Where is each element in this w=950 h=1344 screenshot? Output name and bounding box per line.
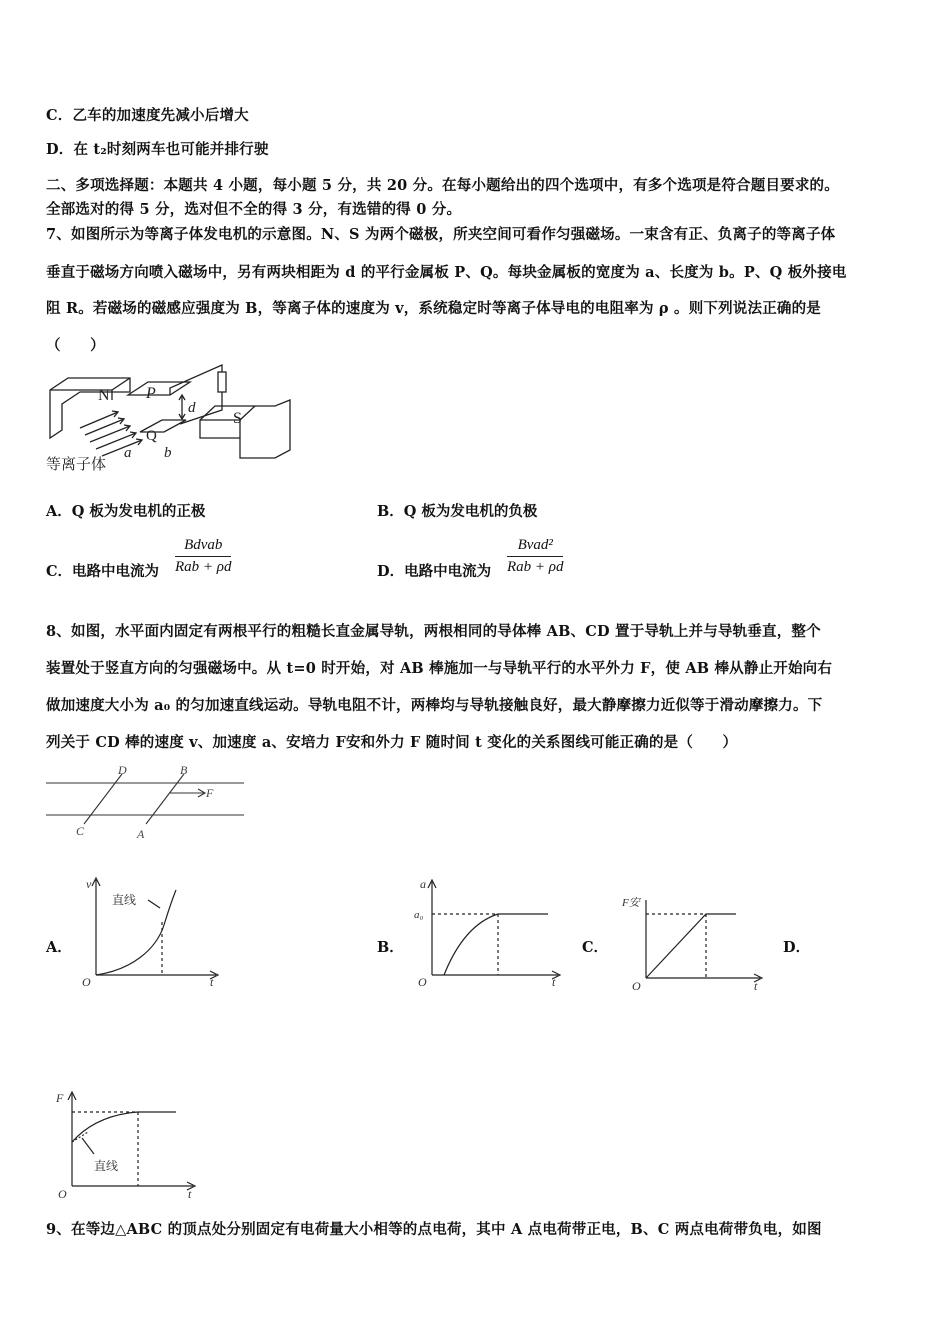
- q8-rails-figure: [44, 762, 249, 842]
- q7-stem-line3: 阻 R。若磁场的磁感应强度为 B，等离子体的速度为 v，系统稳定时等离子体导电的电阻率为 ρ 。则下列说法正确的是: [46, 300, 822, 317]
- q7-option-d-fraction: [507, 537, 563, 576]
- q8-graph-a: [76, 870, 226, 990]
- q8-graph-a-x-label: t: [210, 975, 214, 989]
- prev-option-c: C．乙车的加速度先减小后增大: [46, 107, 249, 124]
- q7-option-c-denominator: Rab + ρd: [175, 559, 232, 575]
- q7-stem-line1: 7、如图所示为等离子体发电机的示意图。N、S 为两个磁极，所夹空间可看作匀强磁场。一束含有正、负离子的等离子体: [46, 226, 836, 243]
- q7-label-plasma: 等离子体: [46, 457, 107, 473]
- q7-option-c-numerator: Bdvab: [175, 537, 231, 557]
- q8-graph-a-origin: O: [82, 975, 91, 989]
- q8-graph-b-x-label: t: [552, 975, 556, 989]
- q7-label-b: b: [164, 445, 172, 461]
- q8-label-a: A: [137, 827, 145, 841]
- q8-graph-a-y-label: v: [86, 877, 92, 891]
- q8-option-c-label: C．: [582, 939, 609, 956]
- q8-graph-b-y-label: a: [420, 877, 426, 891]
- q8-stem-line3: 做加速度大小为 a₀ 的匀加速直线运动。导轨电阻不计，两棒均与导轨接触良好，最大静摩擦力近似等于滑动摩擦力。下: [46, 697, 823, 714]
- q7-label-n: N: [98, 387, 110, 404]
- prev-option-d: D．在 t₂时刻两车也可能并排行驶: [46, 141, 269, 158]
- q7-label-p: P: [146, 385, 156, 402]
- q8-option-a-label: A．: [46, 939, 72, 956]
- q8-graph-d-note: 直线: [94, 1159, 119, 1173]
- section-header-line1: 二、多项选择题：本题共 4 小题，每小题 5 分，共 20 分。在每小题给出的四个选项中，有多个选项是符合题目要求的。: [46, 177, 839, 194]
- q8-label-c: C: [76, 824, 85, 838]
- q7-label-d: d: [188, 400, 196, 416]
- q7-option-a: A．Q 板为发电机的正极: [46, 503, 206, 520]
- q8-graph-d-x-label: t: [188, 1187, 192, 1201]
- section-header-line2: 全部选对的得 5 分，选对但不全的得 3 分，有选错的得 0 分。: [46, 201, 462, 218]
- q8-graph-b: [408, 870, 568, 990]
- q7-option-c-fraction: [175, 537, 231, 576]
- q8-stem-line2: 装置处于竖直方向的匀强磁场中。从 t=0 时开始，对 AB 棒施加一与导轨平行的水平外力 F，使 AB 棒从静止开始向右: [46, 660, 833, 677]
- q7-option-d-numerator: Bvad²: [507, 537, 563, 557]
- q7-option-c: C．电路中电流为: [46, 563, 160, 580]
- q8-graph-c-origin: O: [632, 979, 641, 992]
- q7-option-d: D．电路中电流为: [377, 563, 492, 580]
- q9-stem-line1: 9、在等边△ABC 的顶点处分别固定有电荷量大小相等的点电荷，其中 A 点电荷带正电，B、C 两点电荷带负电，如图: [46, 1221, 822, 1238]
- q8-graph-d-y-label: F: [56, 1091, 64, 1105]
- q7-label-s: S: [233, 410, 242, 427]
- q8-label-d: D: [118, 763, 127, 777]
- q8-stem-line4: 列关于 CD 棒的速度 v、加速度 a、安培力 F安和外力 F 随时间 t 变化的关系图线可能正确的是（ ）: [46, 734, 738, 751]
- q8-graph-c-y-label: F安: [622, 897, 640, 909]
- q7-answer-bracket: （ ）: [46, 337, 105, 354]
- q8-graph-a-note: 直线: [112, 893, 137, 907]
- q7-option-d-denominator: Rab + ρd: [507, 559, 564, 575]
- q8-graph-d-origin: O: [58, 1187, 67, 1201]
- q8-graph-c-x-label: t: [754, 979, 758, 992]
- q8-option-b-label: B．: [377, 939, 404, 956]
- q8-graph-d: [48, 1086, 208, 1201]
- q8-label-b: B: [180, 763, 188, 777]
- q8-graph-b-origin: O: [418, 975, 427, 989]
- q7-label-q: Q: [146, 428, 157, 444]
- q8-graph-b-a0: a₀: [414, 909, 424, 921]
- q7-generator-figure: [40, 360, 300, 475]
- q7-label-a: a: [124, 445, 132, 461]
- q7-stem-line2: 垂直于磁场方向喷入磁场中，另有两块相距为 d 的平行金属板 P、Q。每块金属板的宽度为 a、长度为 b。P、Q 板外接电: [46, 264, 847, 281]
- q8-graph-c: [620, 892, 770, 992]
- q7-option-b: B．Q 板为发电机的负极: [377, 503, 538, 520]
- q8-option-d-label: D．: [783, 939, 811, 956]
- q8-label-f: F: [206, 786, 214, 800]
- q8-stem-line1: 8、如图，水平面内固定有两根平行的粗糙长直金属导轨，两根相同的导体棒 AB、CD 置于导轨上并与导轨垂直，整个: [46, 623, 821, 640]
